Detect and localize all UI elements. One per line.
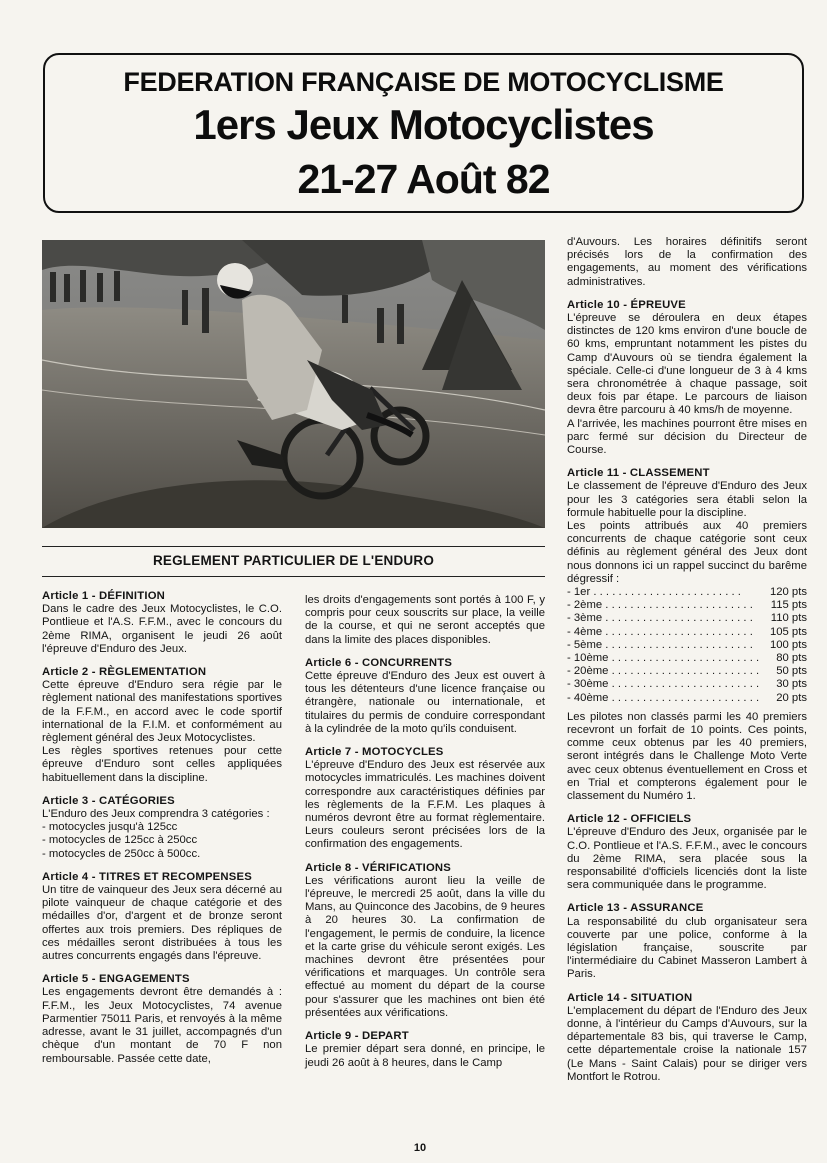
article-5-body: Les engagements devront être demandés à : F.F.M., les Jeux Motocyclistes, 74 avenue Parmentier 75011 Paris, et renvoyés à la même adresse, avant le 31 juillet, accompagnés d'un chèque d'un montant de 70 F non remboursable. Passée cette date, (42, 986, 282, 1065)
event-title: 1ers Jeux Motocyclistes (193, 101, 654, 148)
scale-row (567, 586, 807, 599)
article-14-title: Article 14 - SITUATION (567, 991, 693, 1004)
article-3-body: L'Enduro des Jeux comprendra 3 catégories : (42, 808, 270, 821)
scale-row (567, 639, 807, 652)
scale-rank: - 5ème (567, 638, 603, 651)
article-12-body: L'épreuve d'Enduro des Jeux, organisée par le C.O. Pontlieue et l'A.S. F.F.M., avec le concours du 2ème RIMA, sera placée sous la responsabilité d'officiels licenciés dont la liste sera communiquée dans le programme. (567, 826, 807, 892)
article-6-title: Article 6 - CONCURRENTS (305, 656, 453, 669)
scale-points: 50 pts (776, 665, 807, 678)
article-7-title: Article 7 - MOTOCYCLES (305, 746, 444, 759)
article-1-title: Article 1 - DÉFINITION (42, 590, 166, 602)
article-10-body: L'épreuve se déroulera en deux étapes distinctes de 120 kms environ d'une boucle de 60 kms, empruntant notamment les pistes du Camp d'Auvours où se tiendra également la spéciale. Celle-ci d'une longueur de 3 à 4 kms sera chronométrée à chaque passage, soit deux fois par étape. Le parcours de liaison devra être parcouru à 40 kms/h de moyenne. (567, 312, 807, 417)
article-10-body-2: A l'arrivée, les machines pourront être mises en parc fermé sur décision du Directeur de Course. (567, 417, 807, 457)
article-11-body-3: Les pilotes non classés parmi les 40 premiers recevront un forfait de 10 points. Ces points, comme ceux obtenus par les 40 premiers, seront intégrés dans le Challenge Moto Verte avec ceux obtenus éventuellement en Cross et en Trial et compterons également pour le classement du Numéro 1. (567, 710, 807, 802)
scale-rank: - 3ème (567, 612, 603, 625)
section-title: REGLEMENT PARTICULIER DE L'ENDURO (152, 553, 435, 568)
scale-points: 30 pts (776, 678, 807, 691)
article-2-title: Article 2 - RÈGLEMENTATION (42, 666, 207, 679)
scale-row (567, 652, 807, 665)
scale-rank: - 2ème (567, 599, 603, 612)
article-3-title: Article 3 - CATÉGORIES (42, 794, 175, 807)
category-item: - motocycles jusqu'à 125cc (42, 821, 178, 834)
column-3 (567, 236, 807, 1084)
article-7-body: L'épreuve d'Enduro des Jeux est réservée aux motocycles immatriculés. Les machines doivent correspondre aux caractéristiques définies par les règlements de la F.F.M. Les plaques à numéros devront être au format règlementaire. Leurs couleurs seront précisées lors de la confirmation des engagements. (305, 759, 545, 851)
federation-title: FEDERATION FRANÇAISE DE MOTOCYCLISME (123, 67, 724, 97)
article-8-body: Les vérifications auront lieu la veille de l'épreuve, le mercredi 25 août, dans la ville du Mans, au Quinconce des Jacobins, de 9 heures à 20 heures 30. La confirmation de l'engagement, le permis de conduire, la licence et la carte grise du véhicule seront exigés. Les machines devront être présentées pour vérifications et marquages. Un contrôle sera effectué au moment du départ de la course pour s'assurer que les machines ont bien été présentées aux vérifications. (305, 874, 545, 1019)
article-10-title: Article 10 - ÉPREUVE (567, 298, 686, 311)
scale-row (567, 692, 807, 705)
scale-rank: - 40ème (567, 691, 609, 704)
page-number: 10 (413, 1142, 427, 1154)
scale-row (567, 626, 807, 639)
article-2-body-2: Les règles sportives retenues pour cette épreuve d'Enduro sont celles appliquées habituellement dans la discipline. (42, 745, 282, 784)
scale-rank: - 30ème (567, 678, 609, 691)
article-9-body-continued: d'Auvours. Les horaires définitifs seront précisés lors de la confirmation des engagements, au moment des vérifications administratives. (567, 236, 807, 288)
scale-rank: - 20ème (567, 665, 609, 678)
scale-rank: - 1er (567, 586, 591, 599)
article-4-title: Article 4 - TITRES ET RECOMPENSES (42, 870, 252, 883)
article-5-title: Article 5 - ENGAGEMENTS (42, 973, 190, 986)
article-4-body: Un titre de vainqueur des Jeux sera décerné au pilote vainqueur de chaque catégorie et des médailles d'or, d'argent et de bronze seront offertes aux trois premiers. Des répliques de ces médailles seront distribuées à tous les autres concurrents engagés dans l'épreuve. (42, 884, 282, 963)
scale-points: 20 pts (776, 691, 807, 704)
column-1 (42, 590, 282, 1066)
article-9-title: Article 9 - DEPART (305, 1030, 409, 1043)
scale-row (567, 665, 807, 678)
article-2-body: Cette épreuve d'Enduro sera régie par le règlement national des manifestations sportives de la F.F.M., en accord avec le code sportif international de la F.I.M. et conformément au règlement général des Jeux Motocyclistes. (42, 679, 282, 745)
article-12-title: Article 12 - OFFICIELS (567, 813, 692, 826)
scale-points: 110 pts (770, 612, 807, 625)
scale-points: 115 pts (770, 599, 807, 612)
article-9-body: Le premier départ sera donné, en principe, le jeudi 26 août à 8 heures, dans le Camp (305, 1043, 545, 1069)
column-2 (305, 594, 545, 1070)
section-rule-top (42, 546, 545, 547)
category-item: - motocycles de 125cc à 250cc (42, 834, 198, 847)
enduro-rider-photo (42, 240, 545, 528)
title-box (43, 53, 804, 213)
scale-rank: - 4ème (567, 625, 603, 638)
article-13-title: Article 13 - ASSURANCE (567, 902, 704, 915)
scale-row (567, 612, 807, 625)
section-rule-bottom (42, 576, 545, 577)
scale-row (567, 678, 807, 691)
article-11-body: Le classement de l'épreuve d'Enduro des Jeux pour les 3 catégories sera établi selon la formule habituelle pour la discipline. (567, 480, 807, 519)
article-11-body-2: Les points attribués aux 40 premiers concurrents de chaque catégorie sont ceux définis au règlement général des Jeux dont nous donnons ici un rappel succinct du barême dégressif : (567, 520, 807, 585)
article-8-title: Article 8 - VÉRIFICATIONS (305, 861, 452, 874)
scale-points: 105 pts (769, 625, 807, 638)
motocross-photo-illustration (42, 240, 545, 528)
scale-points: 120 pts (769, 586, 807, 599)
scale-row (567, 599, 807, 612)
article-5-body-continued: les droits d'engagements sont portés à 100 F, y compris pour ceux souscrits sur place, la veille de la course, et qui ne seront acceptés que dans la limite des places disponibles. (305, 594, 545, 646)
article-14-body: L'emplacement du départ de l'Enduro des Jeux donne, à l'intérieur du Camps d'Auvours, sur la départementale 83 bis, qui traverse le Camp, cette départementale croise la nationale 157 (Le Mans - Saint Calais) pour se diriger vers Montfort le Rotrou. (567, 1004, 807, 1083)
scale-rank: - 10ème (567, 652, 609, 665)
event-dates: 21-27 Août 82 (297, 156, 550, 202)
category-item: - motocycles de 250cc à 500cc. (42, 847, 201, 860)
article-6-body: Cette épreuve d'Enduro des Jeux est ouvert à tous les détenteurs d'une licence française ou étrangère, nationale ou internationale, et titulaires du permis de conduire correspondant à la cylindrée de la moto qu'ils conduisent. (305, 670, 545, 735)
scale-points: 80 pts (776, 652, 807, 665)
points-scale (567, 586, 807, 705)
article-13-body: La responsabilité du club organisateur sera couverte par une police, conforme à la législation française, souscrite par l'intermédiaire du Cabinet Masseron Lambert à Paris. (567, 915, 807, 981)
article-1-body: Dans le cadre des Jeux Motocyclistes, le C.O. Pontlieue et l'A.S. F.F.M., avec le concours du 2ème RIMA, organisent le jeudi 26 août l'épreuve d'Enduro des Jeux. (42, 603, 282, 655)
scale-points: 100 pts (769, 638, 807, 651)
article-11-title: Article 11 - CLASSEMENT (567, 467, 710, 480)
